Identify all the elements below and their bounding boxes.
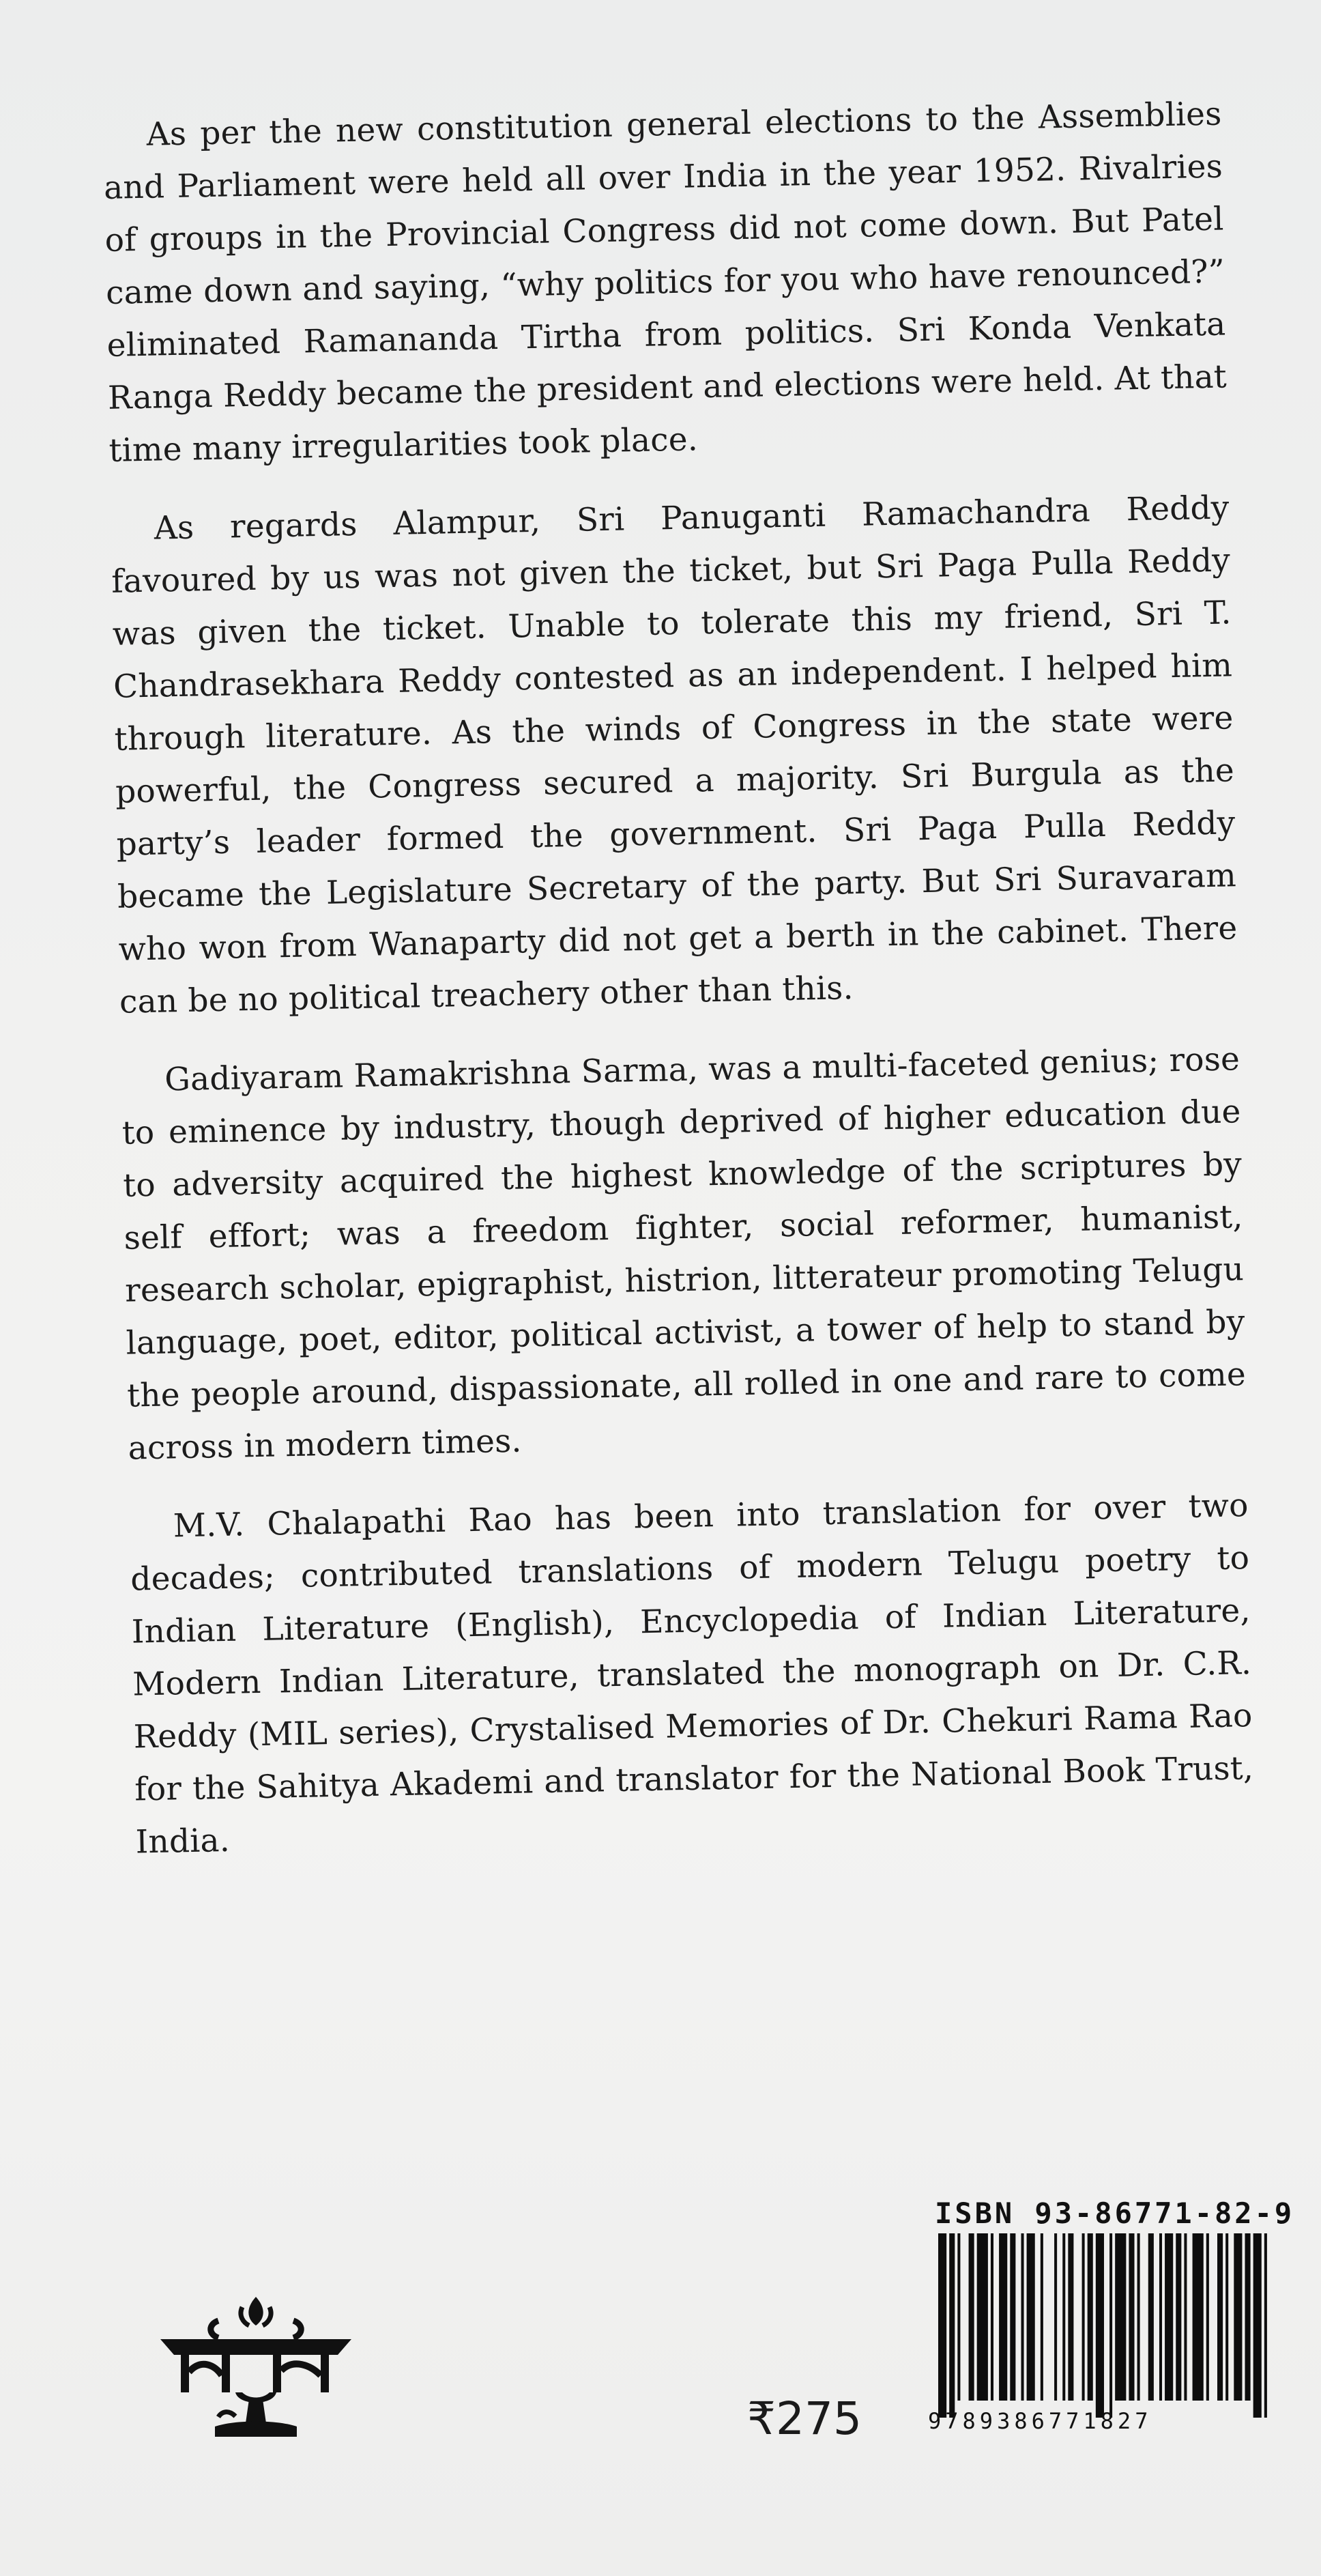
barcode-bar [1129,2233,1134,2401]
barcode-bar [1068,2233,1073,2401]
barcode-bar [1137,2233,1140,2401]
barcode-bar [969,2233,974,2401]
barcode-bar [1165,2233,1173,2401]
barcode-bar [1206,2233,1209,2401]
barcode-bar [949,2233,955,2418]
barcode-bar [1193,2233,1204,2401]
barcode-bar [1159,2233,1162,2401]
barcode-bar [1027,2233,1035,2401]
barcode-bar [1225,2233,1228,2401]
paragraph-translator-bio: M.V. Chalapathi Rao has been into translation for over two decades; contributed translations of modern Telugu poetry to Indian Literature (English), Encyclopedia of Indian Literature, Modern Indian Literature, translated the monograph on Dr. C.R. Reddy (MIL series), Crystalised Memories of Dr. Chekuri Rama Rao for the Sahitya Akademi and translator for the National Book Trust, India. [130,1487,1254,1861]
barcode-bar [1217,2233,1223,2401]
barcode-bar [1096,2233,1104,2418]
paragraph-author-bio: Gadiyaram Ramakrishna Sarma, was a multi-faceted genius; rose to eminence by industry, though deprived of higher education due to adversity acquired the highest knowledge of the scriptures by self effort; was a freedom fighter, social reformer, humanist, research scholar, epigraphist, histrion, litterateur promoting Telugu language, poet, editor, political activist, a tower of help to stand by the people around, dispassionate, all rolled in one and rare to come across in modern times. [121,1040,1247,1468]
barcode-bar [1082,2233,1085,2401]
barcode-bar [1054,2233,1057,2401]
barcode-bar [1234,2233,1242,2401]
barcode-bar [1109,2233,1112,2418]
barcode-bar [977,2233,988,2401]
barcode-bar [1264,2233,1267,2418]
isbn-barcode [938,2233,1273,2418]
sahitya-akademi-logo [154,2290,358,2454]
barcode-bar [1148,2233,1154,2401]
barcode-bar [1245,2233,1251,2401]
paragraph-elections: As per the new constitution general elections to the Assemblies and Parliament were held all over India in the year 1952. Rivalries of groups in the Provincial Congress did not come down. But Patel came down and saying, “why politics for you who have renounced?” eliminated Ramananda Tirtha from politics. Sri Konda Venkata Ranga Reddy became the president and elections were held. At that time many irregularities took place. [103,95,1228,470]
barcode-bar [1253,2233,1262,2418]
barcode-bar [1010,2233,1015,2401]
price-label: ₹275 [747,2392,862,2445]
barcode-bar [957,2233,960,2401]
isbn-label: ISBN 93-86771-82-9 [935,2196,1295,2230]
barcode-bar [1062,2233,1065,2401]
barcode-bar [1176,2233,1181,2401]
barcode-bar [1088,2233,1093,2401]
paragraph-alampur: As regards Alampur, Sri Panuganti Ramachandra Reddy favoured by us was not given the ticket, but Sri Paga Pulla Reddy was given the ticket. Unable to tolerate this my friend, Sri T. Chandrasekhara Reddy contested as an independent. I helped him through literature. As the winds of Congress in the state were powerful, the Congress secured a majority. Sri Burgula as the party’s leader formed the government. Sri Paga Pulla Reddy became the Legislature Secretary of the party. But Sri Suravaram who won from Wanaparty did not get a berth in the cabinet. There can be no political treachery other than this. [111,489,1238,1021]
barcode-bar [1184,2233,1187,2401]
back-cover-text [102,88,1255,1895]
barcode-digits: 9789386771827 [928,2408,1152,2434]
barcode-bar [1115,2233,1126,2401]
barcode-bar [999,2233,1007,2401]
barcode-bar [1041,2233,1043,2401]
barcode-bar [991,2233,993,2401]
barcode-bar [1021,2233,1024,2401]
barcode-bar [938,2233,946,2418]
